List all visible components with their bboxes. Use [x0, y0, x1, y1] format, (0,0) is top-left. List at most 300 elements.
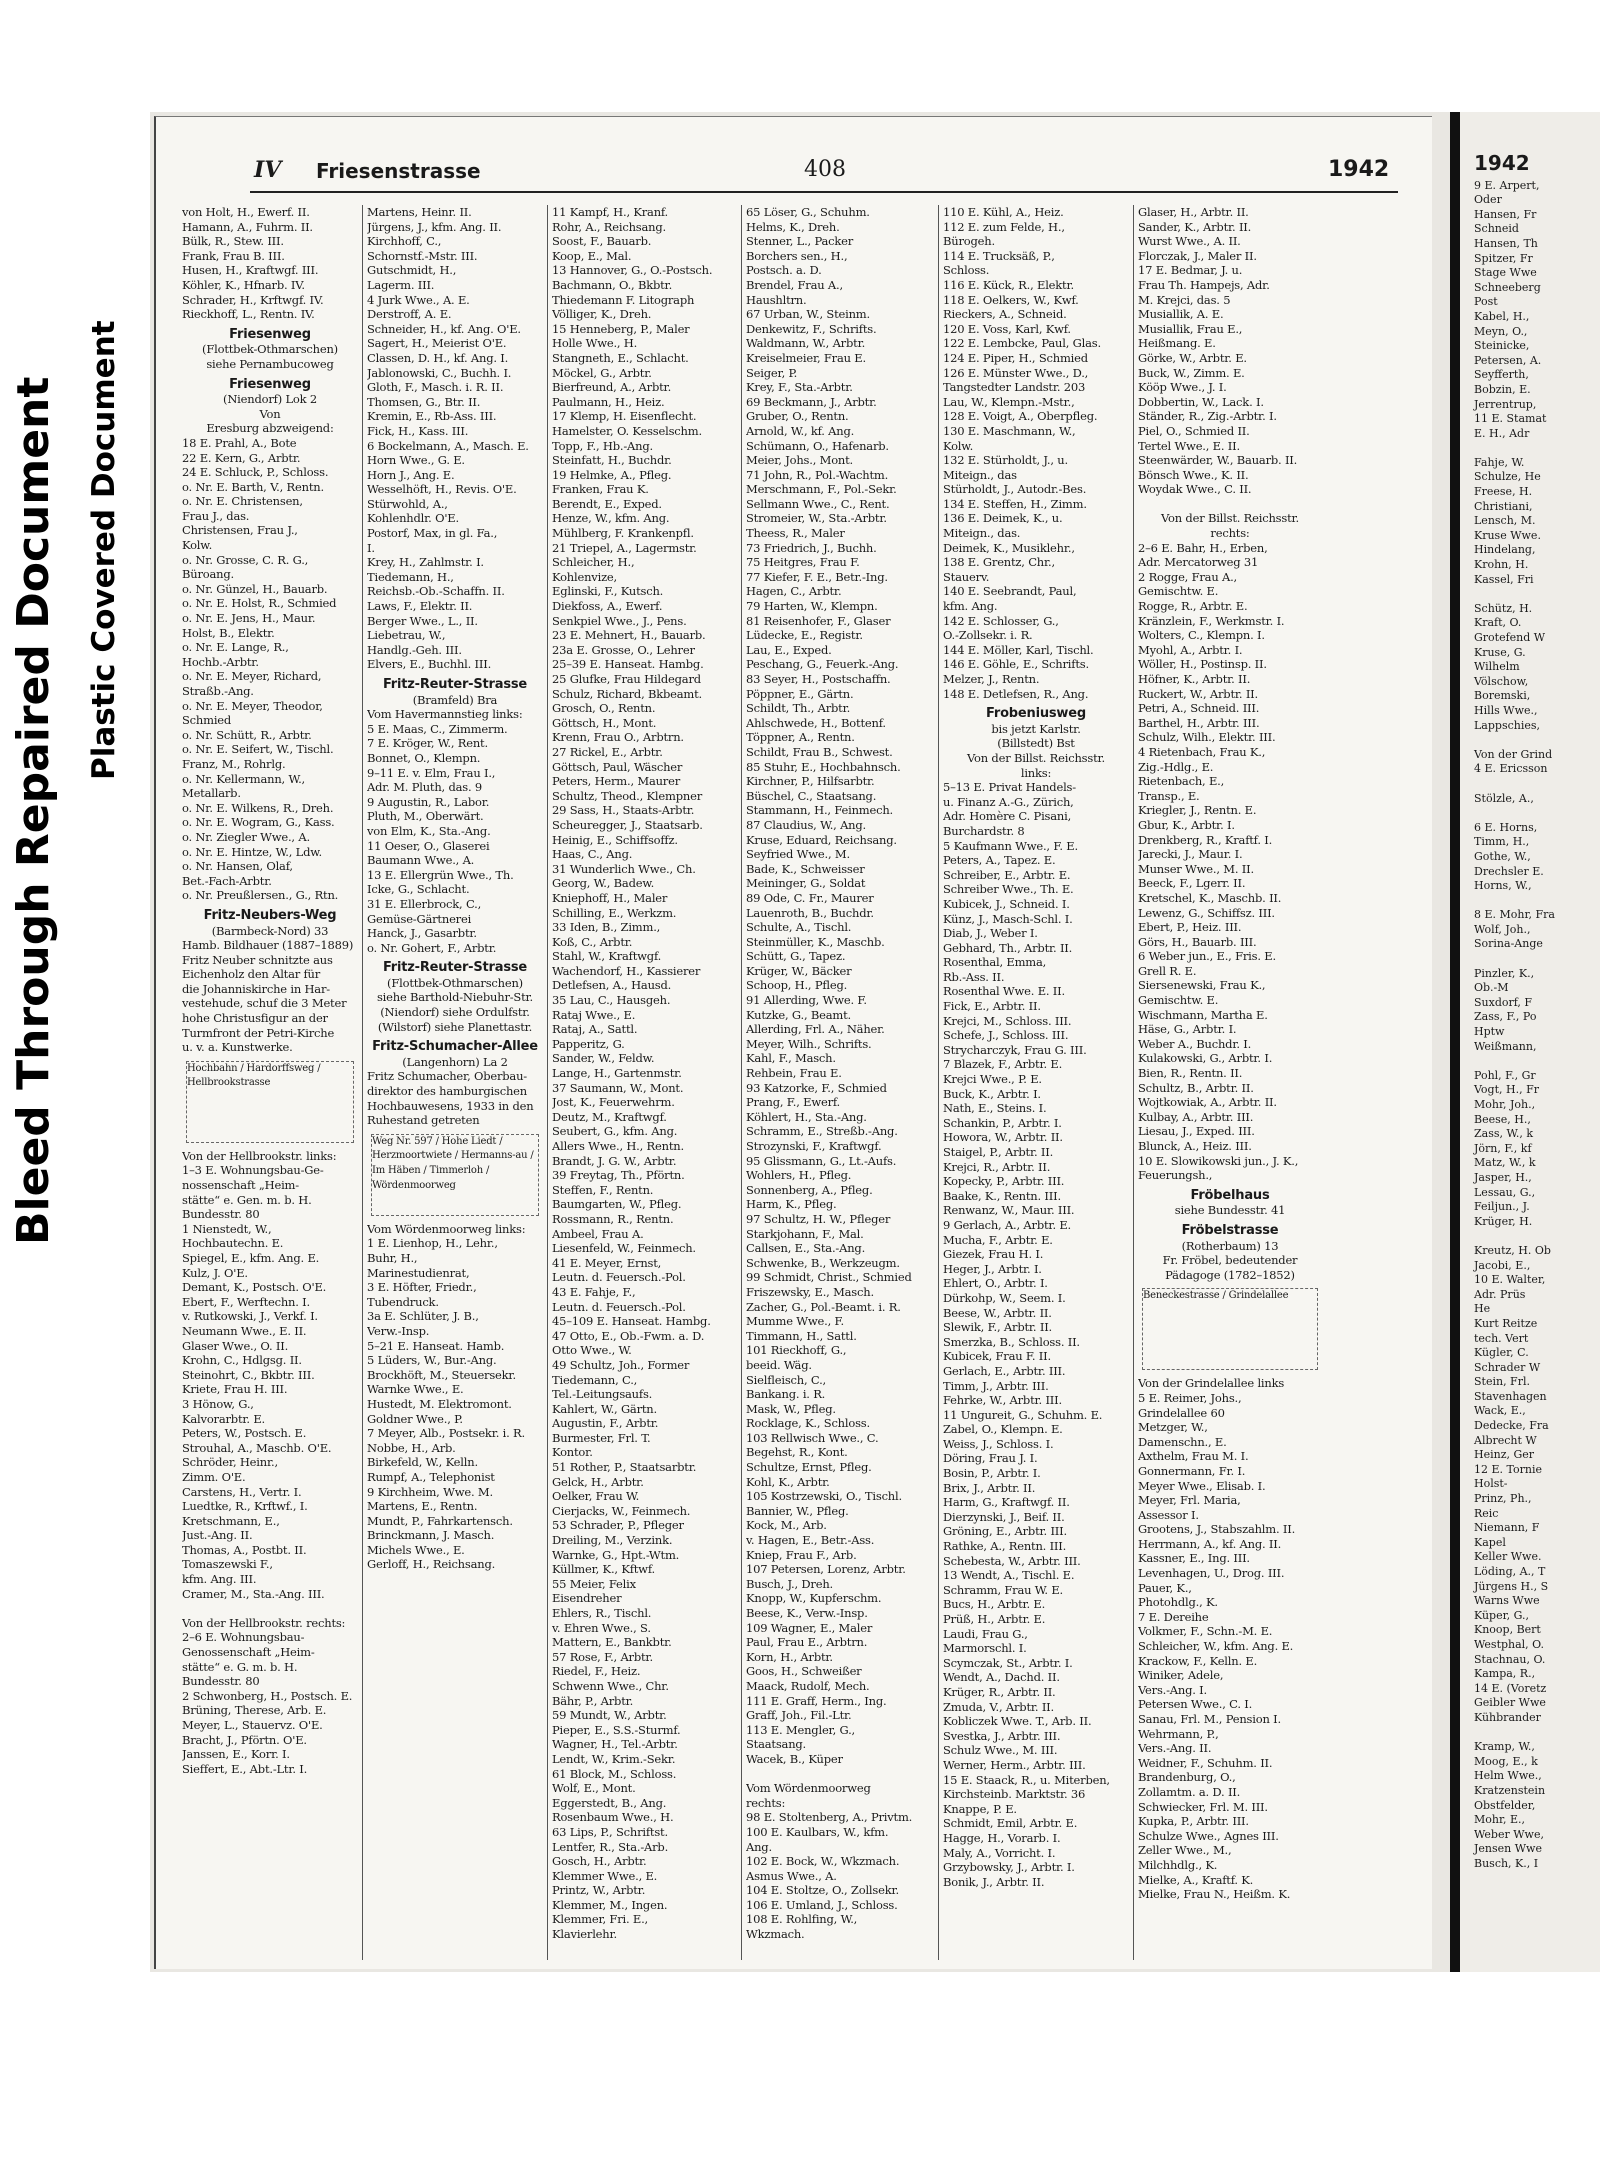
directory-entry: Fritz Schumacher, Oberbau-	[367, 1069, 527, 1084]
directory-entry: Kremin, E., Rb-Ass. III.	[367, 409, 497, 424]
directory-entry: Grootens, J., Stabszahlm. II.	[1138, 1522, 1296, 1537]
adjacent-entry: Vogt, H., Fr	[1474, 1083, 1539, 1097]
adjacent-entry	[1474, 441, 1555, 456]
directory-entry: 105 Kostrzewski, O., Tischl.	[746, 1489, 902, 1504]
directory-entry: Begehst, R., Kont.	[746, 1445, 848, 1460]
directory-entry: Kretschel, K., Maschb. II.	[1138, 890, 1282, 905]
directory-entry: 15 E. Staack, R., u. Miterben,	[943, 1772, 1110, 1787]
directory-entry: Schulz, Richard, Bkbeamt.	[552, 686, 703, 701]
adjacent-entry: Zass, F., Po	[1474, 1010, 1537, 1024]
directory-entry: 99 Schmidt, Christ., Schmied	[746, 1270, 912, 1285]
adjacent-entry: Stavenhagen	[1474, 1389, 1547, 1403]
directory-entry: Goldner Wwe., P.	[367, 1411, 463, 1426]
directory-entry: 7 E. Kröger, W., Rent.	[367, 736, 488, 751]
directory-entry: Staigel, P., Arbtr. II.	[943, 1145, 1054, 1159]
adjacent-entry	[1474, 777, 1555, 792]
directory-entry: I.	[367, 540, 375, 555]
directory-entry: Eichenholz den Altar für	[182, 967, 321, 982]
directory-entry: Rathke, A., Rentn. III.	[943, 1539, 1067, 1554]
directory-entry: Adr. Homère C. Pisani,	[943, 809, 1072, 824]
directory-entry: Volkmer, F., Schn.-M. E.	[1138, 1624, 1273, 1639]
adjacent-entry	[1474, 894, 1555, 909]
directory-entry: Classen, D. H., kf. Ang. I.	[367, 350, 509, 365]
adjacent-entry: Boremski,	[1474, 689, 1531, 703]
adjacent-entry: Heinz, Ger	[1474, 1448, 1535, 1462]
directory-entry: 23a E. Grosse, O., Lehrer	[552, 642, 695, 657]
adjacent-entry: Mohr, Joh.,	[1474, 1098, 1536, 1111]
directory-entry: 31 Wunderlich Wwe., Ch.	[552, 861, 696, 876]
adjacent-entry: Meyn, O.,	[1474, 324, 1528, 338]
directory-entry: Augustin, F., Arbtr.	[552, 1416, 659, 1431]
directory-entry: Kobliczek Wwe. T., Arb. II.	[943, 1714, 1092, 1729]
directory-entry: 10 E. Slowikowski jun., J. K.,	[1138, 1153, 1299, 1168]
directory-entry: 75 Heitgres, Frau F.	[746, 555, 860, 570]
directory-entry: 51 Rother, P., Staatsarbtr.	[552, 1460, 697, 1475]
section-note: Eresburg abzweigend:	[206, 421, 334, 436]
directory-entry: 81 Reisenhofer, F., Glaser	[746, 613, 891, 628]
directory-entry: Peters, A., Tapez. E.	[943, 853, 1056, 868]
adjacent-entry: Jacobi, E.,	[1474, 1258, 1531, 1272]
adjacent-entry: Kampa, R.,	[1474, 1667, 1536, 1681]
directory-entry: 49 Schultz, Joh., Former	[552, 1357, 690, 1372]
section-note: (Billstedt) Bst	[997, 736, 1075, 751]
directory-entry: Rohr, A., Reichsang.	[552, 219, 666, 234]
adjacent-entry: Beese, H.,	[1474, 1112, 1531, 1126]
adjacent-entry: 12 E. Tornie	[1474, 1462, 1542, 1476]
directory-entry: Mielke, Frau N., Heißm. K.	[1138, 1887, 1291, 1902]
adjacent-entry: Krüger, H.	[1474, 1214, 1533, 1228]
directory-entry: Werner, Herm., Arbtr. III.	[943, 1757, 1086, 1772]
adjacent-entry: Kühbrander	[1474, 1710, 1541, 1724]
directory-entry: Brandenburg, O.,	[1138, 1770, 1236, 1785]
directory-entry: 21 Triepel, A., Lagermstr.	[552, 540, 697, 555]
directory-entry: Sielfleisch, C.,	[746, 1372, 827, 1387]
directory-entry: 27 Rickel, E., Arbtr.	[552, 744, 663, 759]
directory-entry: Hanck, J., Gasarbtr.	[367, 926, 477, 941]
directory-entry: Bönsch Wwe., K. II.	[1138, 467, 1249, 482]
directory-entry: Gelck, H., Arbtr.	[552, 1474, 644, 1489]
directory-entry: Warnke Wwe., E.	[367, 1382, 464, 1397]
page-header	[156, 157, 1432, 195]
directory-entry: Luedtke, R., Krftwf., I.	[182, 1499, 308, 1514]
directory-entry: Brix, J., Arbtr. II.	[943, 1480, 1036, 1495]
directory-entry: Tangstedter Landstr. 203	[943, 380, 1086, 395]
directory-entry: Deutz, M., Kraftwgf.	[552, 1109, 667, 1124]
directory-entry: 9 Kirchheim, Wwe. M.	[367, 1484, 493, 1499]
column-3	[552, 205, 737, 1960]
directory-entry: 11 Kampf, H., Kranf.	[552, 205, 669, 219]
directory-entry: o. Nr. E. Holst, R., Schmied	[182, 596, 337, 611]
directory-entry: Vom Havermannstieg links:	[367, 707, 523, 722]
street-section-heading: Fritz-Reuter-Strasse	[382, 677, 528, 692]
directory-entry: Berger Wwe., L., II.	[367, 613, 478, 628]
directory-entry: 106 E. Umland, J., Schloss.	[746, 1897, 898, 1912]
adjacent-entry: Geibler Wwe	[1474, 1696, 1546, 1710]
section-note: (Langenhorn) La 2	[402, 1054, 508, 1069]
directory-entry: Pluth, M., Oberwärt.	[367, 809, 484, 824]
directory-entry: 98 E. Stoltenberg, A., Privtm.	[746, 1810, 913, 1825]
directory-entry: die Johanniskirche in Har-	[182, 981, 330, 996]
directory-entry: Schloss.	[943, 263, 990, 278]
directory-entry: 85 Stuhr, E., Hochbahnsch.	[746, 759, 901, 774]
directory-entry: Piel, O., Schmied II.	[1138, 423, 1250, 438]
directory-entry: Schreiber, E., Arbtr. E.	[943, 867, 1071, 882]
directory-entry: Meyer, Wilh., Schrifts.	[746, 1036, 872, 1051]
directory-entry: Schreiber Wwe., Th. E.	[943, 882, 1074, 897]
directory-entry: Bucs, H., Arbtr. E.	[943, 1597, 1046, 1612]
directory-entry: Petersen Wwe., C. I.	[1138, 1697, 1253, 1712]
directory-entry: 61 Block, M., Schloss.	[552, 1766, 677, 1781]
directory-entry: Rieckers, A., Schneid.	[943, 307, 1067, 322]
directory-entry: Tiedemann, H.,	[367, 569, 454, 584]
directory-entry: Göttsch, H., Mont.	[552, 715, 657, 730]
directory-entry: Grzybowsky, J., Arbtr. I.	[943, 1860, 1075, 1875]
directory-entry: 132 E. Stürholdt, J., u.	[943, 453, 1068, 468]
directory-entry: Arnold, W., kf. Ang.	[746, 423, 855, 438]
directory-entry: Schulte, A., Tischl.	[746, 920, 852, 935]
directory-entry: Bade, K., Schweisser	[746, 861, 865, 876]
directory-entry: Allers Wwe., H., Rentn.	[552, 1139, 684, 1153]
directory-entry: 7 Meyer, Alb., Postsekr. i. R.	[367, 1426, 525, 1441]
directory-entry: Postsch. a. D.	[746, 263, 822, 278]
adjacent-entry: Stage Wwe	[1474, 266, 1537, 280]
directory-entry: o. Nr. E. Seifert, W., Tischl.	[182, 742, 334, 757]
adjacent-entry: Christiani,	[1474, 499, 1533, 513]
directory-entry: Martens, Heinr. II.	[367, 205, 472, 219]
street-section-heading: Fritz-Schumacher-Allee	[372, 1039, 538, 1055]
directory-entry: Heißmang. E.	[1138, 336, 1216, 351]
directory-entry: o. Nr. E. Jens, H., Maur.	[182, 611, 316, 626]
street-section-heading: Fritz-Neubers-Weg	[203, 907, 337, 923]
directory-entry: Horn J., Ang. E.	[367, 467, 455, 482]
directory-entry: Grell R. E.	[1138, 963, 1197, 978]
directory-entry: Pauer, K.,	[1138, 1580, 1192, 1595]
directory-entry: Brockhöft, M., Steuersekr.	[367, 1367, 516, 1382]
directory-entry: 69 Beckmann, J., Arbtr.	[746, 394, 877, 409]
directory-entry: Jablonowski, C., Buchh. I.	[367, 365, 512, 380]
adjacent-entry: Moog, E., k	[1474, 1754, 1538, 1768]
directory-entry: Burmester, Frl. T.	[552, 1430, 651, 1445]
directory-entry: o. Nr. E. Barth, V., Rentn.	[182, 479, 324, 494]
directory-entry: 7 E. Dereihe	[1138, 1609, 1209, 1624]
directory-entry: Krüger, W., Bäcker	[746, 963, 852, 978]
street-section-heading: Fröbelhaus	[1190, 1187, 1270, 1203]
street-map-diagram: Weg Nr. 597 / Hohe Liedt / Herzmoortwiete / Hermanns-au / Im Häben / Timmerloh / Wördenmoorweg	[371, 1134, 539, 1216]
directory-entry: Strozynski, F., Kraftwgf.	[746, 1139, 882, 1153]
adjacent-entry: Lensch, M.	[1474, 514, 1536, 528]
directory-entry: Gonnermann, Fr. I.	[1138, 1463, 1246, 1478]
directory-entry: Rosenthal Wwe. E. II.	[943, 984, 1065, 999]
directory-entry: Kulakowski, G., Arbtr. I.	[1138, 1051, 1273, 1066]
adjacent-entry: Westphal, O.	[1474, 1637, 1545, 1651]
directory-entry: 107 Petersen, Lorenz, Arbtr.	[746, 1562, 906, 1577]
adjacent-entry: 14 E. (Voretz	[1474, 1681, 1547, 1695]
directory-entry: 11 Ungureit, G., Schuhm. E.	[943, 1407, 1103, 1422]
adjacent-entry: Kurt Reitze	[1474, 1316, 1538, 1330]
directory-entry: Prang, F., Ewerf.	[746, 1095, 840, 1110]
column-4	[746, 205, 934, 1960]
adjacent-entry: Horns, W.,	[1474, 879, 1532, 893]
directory-entry: Wohlers, H., Pfleg.	[746, 1168, 852, 1183]
directory-entry: Gutschmidt, H.,	[367, 263, 457, 278]
directory-entry: Leutn. d. Feuersch.-Pol.	[552, 1299, 686, 1314]
directory-entry: 112 E. zum Felde, H.,	[943, 219, 1065, 234]
directory-entry: Peschang, G., Feuerk.-Ang.	[746, 657, 899, 672]
directory-entry: Gröning, E., Arbtr. III.	[943, 1524, 1067, 1539]
directory-entry: Möckel, G., Arbtr.	[552, 365, 652, 380]
directory-entry: Gbur, K., Arbtr. I.	[1138, 817, 1235, 832]
directory-entry: Sagert, H., Meierist O'E.	[367, 336, 507, 351]
directory-entry: Winiker, Adele,	[1138, 1668, 1224, 1683]
adjacent-entry: Adr. Prüs	[1474, 1287, 1526, 1301]
directory-entry: Wolters, C., Klempn. I.	[1138, 628, 1265, 643]
directory-entry: Rosenbaum Wwe., H.	[552, 1810, 674, 1825]
directory-entry: Schleicher, H.,	[552, 555, 635, 570]
directory-entry: Otto Wwe., W.	[552, 1343, 632, 1358]
directory-entry: 22 E. Kern, G., Arbtr.	[182, 450, 301, 465]
directory-entry: Kohlenhdlr. O'E.	[367, 511, 459, 526]
directory-entry: Ambeel, Frau A.	[552, 1226, 644, 1241]
directory-entry: Lau, E., Exped.	[746, 642, 832, 657]
directory-entry: Drenkberg, R., Kraftf. I.	[1138, 832, 1273, 847]
directory-entry: Gemüse-Gärtnerei	[367, 911, 472, 926]
directory-entry: Rataj, A., Sattl.	[552, 1022, 638, 1037]
directory-entry: Schütt, G., Tapez.	[746, 949, 846, 964]
directory-entry: Ebert, F., Werftechn. I.	[182, 1294, 310, 1309]
directory-entry: Kirchner, P., Hilfsarbtr.	[746, 774, 875, 789]
directory-entry: Schefe, J., Schloss. III.	[943, 1028, 1069, 1043]
adjacent-entry: Zass, W., k	[1474, 1127, 1534, 1141]
directory-entry: Bonnet, O., Klempn.	[367, 750, 481, 765]
directory-entry: Vom Wördenmoorweg links:	[367, 1221, 526, 1236]
directory-entry: Dobbertin, W., Lack. I.	[1138, 394, 1264, 409]
directory-entry: Künz, J., Masch-Schl. I.	[943, 911, 1073, 926]
directory-entry: Wolf, E., Mont.	[552, 1781, 636, 1796]
adjacent-entry: Feiljun., J.	[1474, 1200, 1530, 1214]
adjacent-entry: Von der Grind	[1474, 747, 1553, 761]
adjacent-entry: Busch, K., I	[1474, 1856, 1539, 1870]
directory-entry: Munser Wwe., M. II.	[1138, 861, 1254, 876]
adjacent-entry: Küper, G.,	[1474, 1608, 1530, 1622]
directory-entry: 15 Henneberg, P., Maler	[552, 321, 690, 336]
adjacent-entry: Hindelang,	[1474, 543, 1536, 557]
directory-entry: o. Nr. Günzel, H., Bauarb.	[182, 581, 328, 596]
directory-entry: Bachmann, O., Bkbtr.	[552, 277, 673, 292]
directory-entry: Kahlert, W., Gärtn.	[552, 1401, 657, 1416]
directory-entry: Kulz, J. O'E.	[182, 1265, 248, 1280]
adjacent-entry: Holst-	[1474, 1477, 1508, 1491]
directory-entry: Spiegel, E., kfm. Ang. E.	[182, 1251, 320, 1265]
column-1	[182, 205, 358, 1960]
directory-entry: Cramer, M., Sta.-Ang. III.	[182, 1586, 325, 1601]
directory-entry: Dürkohp, W., Seem. I.	[943, 1290, 1066, 1305]
directory-entry	[182, 1601, 358, 1616]
directory-entry: Kupka, P., Arbtr. III.	[1138, 1814, 1249, 1829]
adjacent-page-year: 1942	[1474, 151, 1530, 175]
directory-entry: Scymczak, St., Arbtr. I.	[943, 1655, 1073, 1670]
directory-entry: Wöller, H., Postinsp. II.	[1138, 657, 1267, 672]
directory-entry: 5 Lüders, W., Bur.-Ang.	[367, 1353, 497, 1368]
directory-entry: Köhler, K., Hfnarb. IV.	[182, 277, 305, 292]
adjacent-entry: Bobzin, E.	[1474, 382, 1531, 396]
directory-entry: Helms, K., Dreh.	[746, 219, 840, 234]
adjacent-entry: He	[1474, 1302, 1491, 1316]
adjacent-entry: Stölzle, A.,	[1474, 791, 1534, 805]
directory-entry: 24 E. Schluck, P., Schloss.	[182, 465, 329, 480]
directory-entry: Borchers sen., H.,	[746, 248, 848, 263]
directory-entry: Wojtkowiak, A., Arbtr. II.	[1138, 1095, 1277, 1110]
directory-entry: stätte“ e. Gen. m. b. H.	[182, 1192, 312, 1207]
directory-entry: Kniep, Frau F., Arb.	[746, 1547, 857, 1562]
directory-entry: 55 Meier, Felix	[552, 1576, 636, 1591]
directory-entry: Carstens, H., Vertr. I.	[182, 1484, 302, 1499]
directory-entry: 130 E. Maschmann, W.,	[943, 423, 1076, 438]
directory-entry: o. Nr. E. Lange, R.,	[182, 640, 289, 655]
directory-entry: Franz, M., Rohrlg.	[182, 756, 286, 771]
adjacent-entry: Seyfferth,	[1474, 368, 1529, 382]
adjacent-entry: Pinzler, K.,	[1474, 966, 1535, 980]
directory-entry: 11 Oeser, O., Glaserei	[367, 838, 490, 853]
directory-entry: Hamb. Bildhauer (1887–1889)	[182, 938, 354, 953]
directory-entry: Ständer, R., Zig.-Arbtr. I.	[1138, 409, 1277, 424]
directory-entry: 97 Schultz, H. W., Pfleger	[746, 1211, 891, 1226]
adjacent-entry: Kreutz, H. Ob	[1474, 1243, 1551, 1257]
directory-entry: Schultz, Theod., Klempner	[552, 788, 702, 803]
directory-entry: Buck, W., Zimm. E.	[1138, 365, 1245, 380]
bleed-through-label: Bleed Through Repaired Document	[8, 376, 59, 1245]
directory-entry: Eggerstedt, B., Ang.	[552, 1795, 667, 1810]
directory-entry: 140 E. Seebrandt, Paul,	[943, 584, 1077, 599]
directory-entry: 2–6 E. Bahr, H., Erben,	[1138, 540, 1268, 555]
directory-entry: Schwiecker, Frl. M. III.	[1138, 1799, 1268, 1814]
directory-entry: 126 E. Münster Wwe., D.,	[943, 365, 1089, 380]
directory-entry: Bosin, P., Arbtr. I.	[943, 1466, 1041, 1481]
directory-entry: o. Nr. E. Christensen,	[182, 494, 303, 509]
directory-entry: Liesenfeld, W., Feinmech.	[552, 1241, 696, 1256]
directory-entry	[746, 1767, 934, 1782]
directory-entry: o. Nr. Preußlersen., G., Rtn.	[182, 888, 339, 903]
directory-entry: o. Nr. E. Wilkens, R., Dreh.	[182, 800, 334, 815]
section-note: (Bramfeld) Bra	[412, 692, 498, 707]
directory-entry: Schmied	[182, 713, 232, 728]
directory-entry: 100 E. Kaulbars, W., kfm.	[746, 1824, 889, 1839]
section-note: (Niendorf) siehe Ordulfstr.	[380, 1005, 530, 1020]
directory-entry: Meyer Wwe., Elisab. I.	[1138, 1478, 1266, 1493]
directory-entry: Meier, Johs., Mont.	[746, 453, 853, 468]
directory-entry: Scheuregger, J., Staatsarb.	[552, 817, 703, 832]
directory-entry: Frau Th. Hampejs, Adr.	[1138, 277, 1270, 292]
directory-entry: Schramm, E., Streßb.-Ang.	[746, 1124, 898, 1139]
directory-entry: Schwenke, B., Werkzeugm.	[746, 1255, 900, 1270]
directory-entry: Blunck, A., Heiz. III.	[1138, 1139, 1252, 1153]
directory-entry: Riedel, F., Heiz.	[552, 1664, 641, 1679]
directory-entry: Straßb.-Ang.	[182, 684, 254, 698]
directory-entry: Vom Wördenmoorweg	[746, 1781, 871, 1796]
directory-entry: Rosenthal, Emma,	[943, 955, 1047, 970]
directory-entry: Feuerungsh.,	[1138, 1168, 1213, 1183]
column-5	[943, 205, 1129, 1960]
directory-entry: 5 E. Reimer, Johs.,	[1138, 1390, 1242, 1405]
adjacent-page-text	[1474, 112, 1555, 1871]
directory-entry: o. Nr. Grosse, C. R. G.,	[182, 552, 309, 567]
adjacent-entry: 8 E. Mohr, Fra	[1474, 908, 1555, 922]
directory-entry: Schildt, Frau B., Schwest.	[746, 744, 893, 759]
adjacent-entry: Stein, Frl.	[1474, 1375, 1530, 1389]
directory-entry: Brüning, Therese, Arb. E.	[182, 1703, 327, 1718]
directory-entry: 71 John, R., Pol.-Wachtm.	[746, 467, 889, 482]
directory-entry: Tiedemann, C.,	[552, 1372, 638, 1387]
directory-entry: Heger, J., Arbtr. I.	[943, 1261, 1042, 1276]
directory-entry: Detlefsen, A., Hausd.	[552, 978, 672, 993]
directory-entry: Bannier, W., Pfleg.	[746, 1503, 849, 1518]
section-note: Von	[259, 406, 281, 421]
directory-entry: Busch, J., Dreh.	[746, 1576, 833, 1591]
directory-entry: Cierjacks, W., Feinmech.	[552, 1503, 691, 1518]
section-note: siehe Pernambucoweg	[206, 356, 334, 371]
directory-entry: Mielke, A., Kraftf. K.	[1138, 1872, 1254, 1887]
section-note: rechts:	[1210, 526, 1250, 541]
adjacent-entry: Gothe, W.,	[1474, 849, 1531, 863]
directory-entry: 79 Harten, W., Klempn.	[746, 599, 878, 614]
annotation-sidebar	[0, 0, 150, 2177]
directory-entry: 2–6 E. Wohnungsbau-	[182, 1630, 305, 1645]
directory-entry: Schebesta, W., Arbtr. III.	[943, 1553, 1081, 1568]
directory-entry: Schneider, H., kf. Ang. O'E.	[367, 321, 521, 336]
directory-entry: Axthelm, Frau M. I.	[1138, 1449, 1249, 1464]
directory-entry: Zacher, G., Pol.-Beamt. i. R.	[746, 1299, 901, 1314]
directory-entry: Franken, Frau K.	[552, 482, 649, 497]
directory-entry: Kohl, K., Arbtr.	[746, 1474, 830, 1489]
directory-entry: Krey, F., Sta.-Arbtr.	[746, 380, 853, 395]
directory-entry: Nath, E., Steins. I.	[943, 1101, 1047, 1116]
directory-entry: Von der Grindelallee links	[1138, 1376, 1285, 1391]
directory-entry: Görke, W., Arbtr. E.	[1138, 350, 1247, 365]
directory-entry: 93 Katzorke, F., Schmied	[746, 1080, 887, 1095]
directory-entry: stätte“ e. G. m. b. H.	[182, 1659, 298, 1674]
street-section-heading: Friesenweg	[229, 376, 311, 392]
adjacent-entry: Albrecht W	[1474, 1433, 1537, 1447]
directory-entry: Rietenbach, E.,	[1138, 774, 1225, 789]
adjacent-entry: Suxdorf, F	[1474, 995, 1533, 1009]
directory-entry: Kutzke, G., Beamt.	[746, 1007, 851, 1022]
directory-entry: 77 Kiefer, F. E., Betr.-Ing.	[746, 569, 888, 584]
directory-entry: 53 Schrader, P., Pfleger	[552, 1518, 684, 1533]
column-divider	[938, 205, 939, 1960]
directory-entry: Thomsen, G., Btr. II.	[367, 394, 481, 409]
directory-entry: Slewik, F., Arbtr. II.	[943, 1320, 1052, 1335]
directory-entry: Kock, M., Arb.	[746, 1518, 827, 1533]
adjacent-entry: Jürgens H., S	[1474, 1579, 1549, 1593]
directory-entry: 3 Hönow, G.,	[182, 1396, 254, 1411]
directory-entry: Schröder, Heinr.,	[182, 1455, 278, 1470]
directory-entry: 110 E. Kühl, A., Heiz.	[943, 205, 1064, 219]
directory-entry: Tel.-Leitungsaufs.	[552, 1387, 653, 1402]
directory-entry: Petri, A., Schneid. III.	[1138, 701, 1260, 716]
directory-entry: Marmorschl. I.	[943, 1641, 1027, 1656]
adjacent-entry	[1474, 1726, 1555, 1741]
directory-entry: 5 E. Maas, C., Zimmerm.	[367, 721, 508, 736]
directory-entry: Schramm, Frau W. E.	[943, 1582, 1063, 1597]
directory-entry: Holst, B., Elektr.	[182, 625, 275, 640]
directory-entry: Thiedemann F. Litograph	[552, 292, 695, 307]
directory-entry: Liesau, J., Exped. III.	[1138, 1124, 1255, 1139]
directory-entry: Von der Hellbrookstr. links:	[182, 1148, 337, 1163]
directory-entry: Buck, K., Arbtr. I.	[943, 1086, 1041, 1101]
directory-entry: Siersenewski, Frau K.,	[1138, 978, 1266, 993]
directory-entry: Burchardstr. 8	[943, 823, 1025, 838]
adjacent-entry: Mohr, E.,	[1474, 1813, 1526, 1827]
directory-entry: Christensen, Frau J.,	[182, 523, 298, 538]
